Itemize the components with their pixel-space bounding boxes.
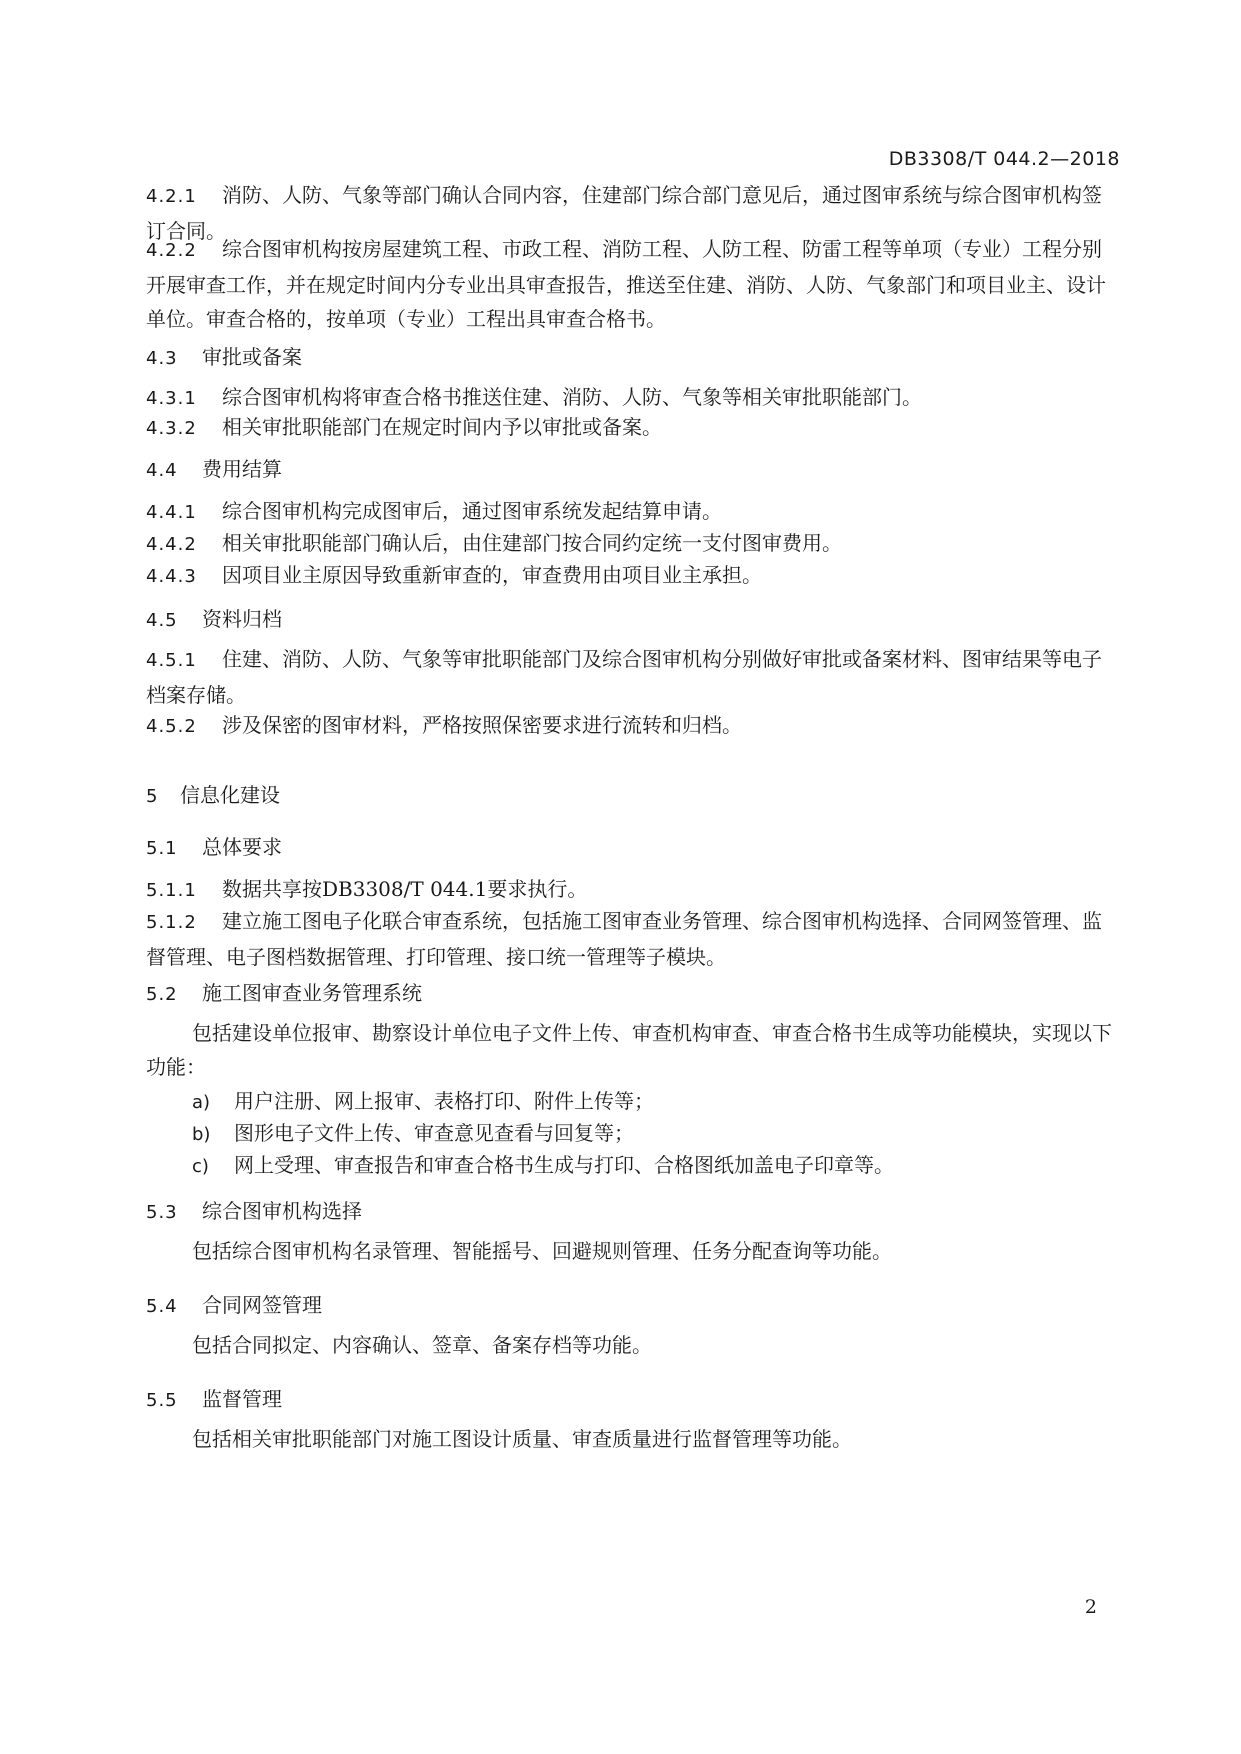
list-item-a [192, 1084, 654, 1120]
clause-text: 相关审批职能部门在规定时间内予以审批或备案。 [222, 415, 662, 439]
section-title: 监督管理 [202, 1387, 282, 1411]
list-text: 网上受理、审查报告和审查合格书生成与打印、合格图纸加盖电子印章等。 [234, 1153, 894, 1177]
section-5-2-heading [146, 976, 422, 1012]
page-number: 2 [1084, 1596, 1097, 1618]
clause-5-1-1 [146, 872, 1116, 908]
clause-number: 4.4.1 [146, 502, 197, 523]
clause-text: 涉及保密的图审材料，严格按照保密要求进行流转和归档。 [222, 713, 742, 737]
clause-number: 4.4.2 [146, 534, 197, 555]
section-4-4-heading [146, 452, 282, 488]
clause-4-4-3 [146, 558, 1116, 594]
section-number: 5.5 [146, 1390, 178, 1411]
clause-number: 4.3.1 [146, 388, 197, 409]
section-5-5-paragraph: 包括相关审批职能部门对施工图设计质量、审查质量进行监督管理等功能。 [192, 1427, 852, 1451]
section-5-2-paragraph: 包括建设单位报审、勘察设计单位电子文件上传、审查机构审查、审查合格书生成等功能模块，实现以下功能： [146, 1021, 1112, 1079]
section-title: 审批或备案 [202, 345, 302, 369]
section-title: 施工图审查业务管理系统 [202, 981, 422, 1005]
clause-number: 4.4.3 [146, 566, 197, 587]
chapter-title: 信息化建设 [180, 783, 280, 807]
section-4-3-heading [146, 340, 302, 376]
clause-4-5-1 [146, 642, 1116, 712]
standard-code: DB3308/T 044.2—2018 [888, 148, 1120, 170]
section-title: 综合图审机构选择 [202, 1199, 362, 1223]
section-5-4-heading [146, 1288, 322, 1324]
section-number: 4.5 [146, 610, 178, 631]
section-title: 总体要求 [202, 835, 282, 859]
section-number: 4.4 [146, 460, 178, 481]
clause-4-3-2 [146, 410, 1116, 446]
list-item-c [192, 1148, 894, 1184]
clause-number: 4.2.1 [146, 186, 197, 207]
clause-number: 5.1.2 [146, 912, 197, 933]
clause-number: 5.1.1 [146, 880, 197, 901]
list-text: 图形电子文件上传、审查意见查看与回复等； [234, 1121, 634, 1145]
chapter-number: 5 [146, 786, 158, 807]
section-title: 资料归档 [202, 607, 282, 631]
clause-4-5-2 [146, 708, 1116, 744]
section-4-5-heading [146, 602, 282, 638]
list-text: 用户注册、网上报审、表格打印、附件上传等； [234, 1089, 654, 1113]
section-5-5-heading [146, 1382, 282, 1418]
clause-text: 因项目业主原因导致重新审查的，审查费用由项目业主承担。 [222, 563, 762, 587]
clause-5-1-2 [146, 904, 1116, 974]
section-title: 合同网签管理 [202, 1293, 322, 1317]
section-number: 5.4 [146, 1296, 178, 1317]
clause-4-4-1 [146, 494, 1116, 530]
section-title: 费用结算 [202, 457, 282, 481]
clause-text: 消防、人防、气象等部门确认合同内容，住建部门综合部门意见后，通过图审系统与综合图审机构签订合同。 [146, 183, 1102, 243]
section-number: 5.2 [146, 984, 178, 1005]
clause-text: 综合图审机构将审查合格书推送住建、消防、人防、气象等相关审批职能部门。 [222, 385, 922, 409]
clause-text: 综合图审机构完成图审后，通过图审系统发起结算申请。 [222, 499, 722, 523]
clause-number: 4.2.2 [146, 240, 197, 261]
clause-number: 4.5.2 [146, 716, 197, 737]
list-marker: b) [192, 1124, 211, 1145]
clause-text: 数据共享按DB3308/T 044.1要求执行。 [222, 877, 588, 901]
section-5-4-paragraph: 包括合同拟定、内容确认、签章、备案存档等功能。 [192, 1333, 652, 1357]
clause-text: 综合图审机构按房屋建筑工程、市政工程、消防工程、人防工程、防雷工程等单项（专业）工程分别开展审查工作，并在规定时间内分专业出具审查报告，推送至住建、消防、人防、气象部门和项目业主、设计单位。审查合格的，按单项（专业）工程出具审查合格书。 [146, 237, 1106, 331]
section-5-1-heading [146, 830, 282, 866]
section-number: 5.3 [146, 1202, 178, 1223]
chapter-5-heading [146, 778, 280, 814]
clause-number: 4.5.1 [146, 650, 197, 671]
section-number: 4.3 [146, 348, 178, 369]
clause-4-4-2 [146, 526, 1116, 562]
clause-text: 建立施工图电子化联合审查系统，包括施工图审查业务管理、综合图审机构选择、合同网签管理、监督管理、电子图档数据管理、打印管理、接口统一管理等子模块。 [146, 909, 1102, 969]
list-item-b [192, 1116, 634, 1152]
list-marker: a) [192, 1092, 211, 1113]
clause-number: 4.3.2 [146, 418, 197, 439]
section-number: 5.1 [146, 838, 178, 859]
clause-4-2-2 [146, 232, 1116, 336]
clause-text: 相关审批职能部门确认后，由住建部门按合同约定统一支付图审费用。 [222, 531, 842, 555]
clause-text: 住建、消防、人防、气象等审批职能部门及综合图审机构分别做好审批或备案材料、图审结果等电子档案存储。 [146, 647, 1102, 707]
list-marker: c) [192, 1156, 209, 1177]
section-5-3-paragraph: 包括综合图审机构名录管理、智能摇号、回避规则管理、任务分配查询等功能。 [192, 1239, 892, 1263]
section-5-3-heading [146, 1194, 362, 1230]
